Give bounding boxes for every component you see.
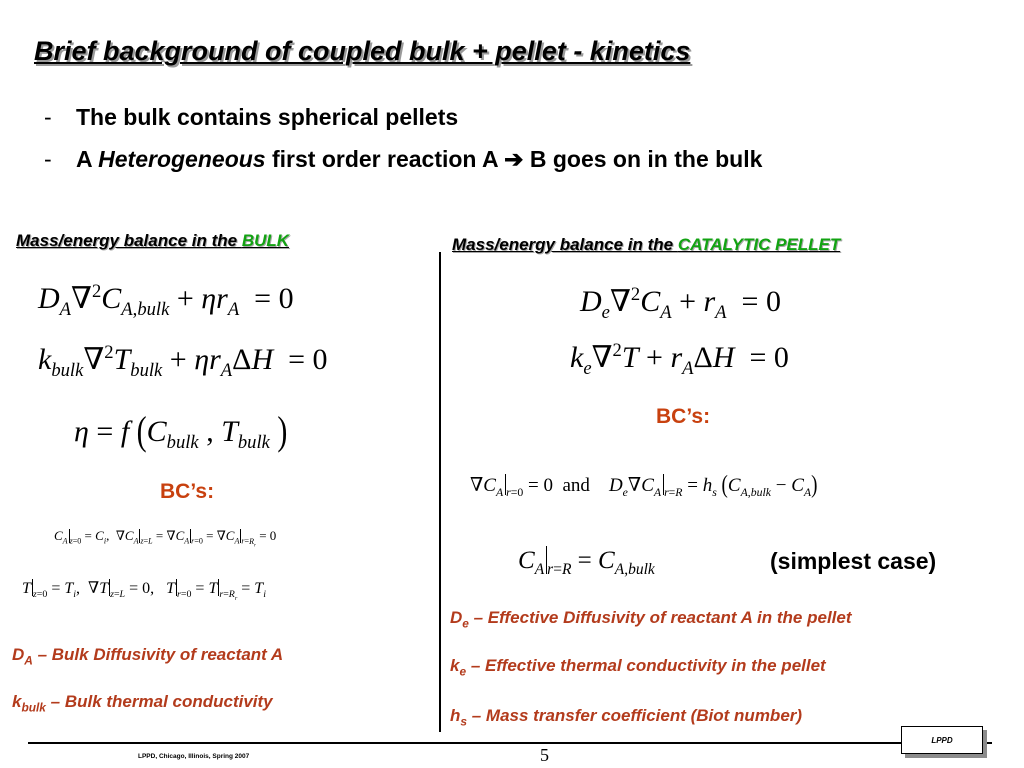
bulk-diffusivity-definition: $D_A$ – Bulk Diffusivity of reactant A: [12, 645, 284, 668]
bulk-bcs-label: BC’s:: [160, 480, 215, 503]
and-word: and: [562, 475, 590, 496]
bulk-temperature-bcs: T $_{z=0} = T_i$, ∇T $_{z=L}$ = 0, T $_{r=0}$ = T $_{r=R_r} = T_i$: [22, 580, 266, 603]
pellet-heading-highlight: CATALYTIC PELLET: [677, 235, 841, 254]
page-number: 5: [540, 745, 549, 765]
bullet-dash: -: [44, 104, 52, 130]
pellet-simplest-bc-equation: $C_A$ $_{r=R} = C_{A,bulk}$: [518, 547, 655, 578]
pellet-energy-balance-equation: $k_e\nabla^2T + r_A\Delta H = 0$: [570, 340, 789, 379]
footer-rule: [28, 742, 992, 744]
bulk-concentration-bcs: $C_A$ $_{z=0} = C_i$, $\nabla C_A$ $_{z=L} = \nabla C_A$ $_{r=0} = \nabla C_A$ $_{r=R_r}$ = 0: [54, 528, 277, 549]
effectiveness-factor-equation: η = f ($C_{bulk}$ , $T_{bulk}$ ): [74, 409, 288, 454]
column-divider: [439, 252, 441, 732]
bulk-section-heading: [16, 231, 289, 251]
bullet-item-2: [44, 146, 762, 173]
pellet-mass-balance-equation: $D_e\nabla^2C_A + r_A = 0$: [580, 284, 781, 323]
lppd-logo-text: LPPD: [931, 735, 953, 745]
bulk-conductivity-definition: $k_{bulk}$ – Bulk thermal conductivity: [12, 692, 273, 715]
bullet-text-italic: Heterogeneous: [98, 146, 266, 172]
bullet-text-b: first order reaction A: [265, 146, 505, 172]
bullet-text-c: B goes on in the bulk: [523, 146, 763, 172]
footer-caption: LPPD, Chicago, Illinois, Spring 2007: [138, 753, 250, 760]
simplest-case-label: (simplest case): [770, 548, 937, 574]
pellet-bcs-equation: $\nabla C_A$ $_{r=0}$ = 0 and $D_e\nabla C_A$ $_{r=R} = h_s$ $(C_{A,bulk} - C_A)$: [470, 471, 818, 500]
bullet-text-a: A: [76, 146, 99, 172]
pellet-bcs-label: BC’s:: [656, 405, 711, 428]
effective-diffusivity-definition: $D_e$ – Effective Diffusivity of reactant A in the pellet: [450, 608, 852, 631]
bullet-item-1: [44, 104, 458, 131]
arrow-icon: ➔: [504, 146, 524, 172]
pellet-section-heading: [452, 235, 840, 255]
bulk-mass-balance-equation: $D_A\nabla^2C_{A,bulk} + \eta r_A = 0$: [38, 281, 294, 320]
mass-transfer-coefficient-definition: $h_s$ – Mass transfer coefficient (Biot number): [450, 706, 803, 729]
bullet-text: The bulk contains spherical pellets: [76, 104, 459, 130]
bulk-energy-balance-equation: $k_{bulk}\nabla^2T_{bulk} + \eta r_A\Delta H = 0$: [38, 342, 328, 381]
slide-title: Brief background of coupled bulk + pellet - kinetics: [34, 36, 691, 66]
bulk-heading-text: Mass/energy balance in the: [16, 231, 242, 250]
bullet-dash: -: [44, 146, 52, 172]
pellet-heading-text: Mass/energy balance in the: [452, 235, 678, 254]
bulk-heading-highlight: BULK: [241, 231, 290, 250]
lppd-logo-box: [901, 726, 983, 754]
effective-conductivity-definition: $k_e$ – Effective thermal conductivity in the pellet: [450, 656, 826, 679]
